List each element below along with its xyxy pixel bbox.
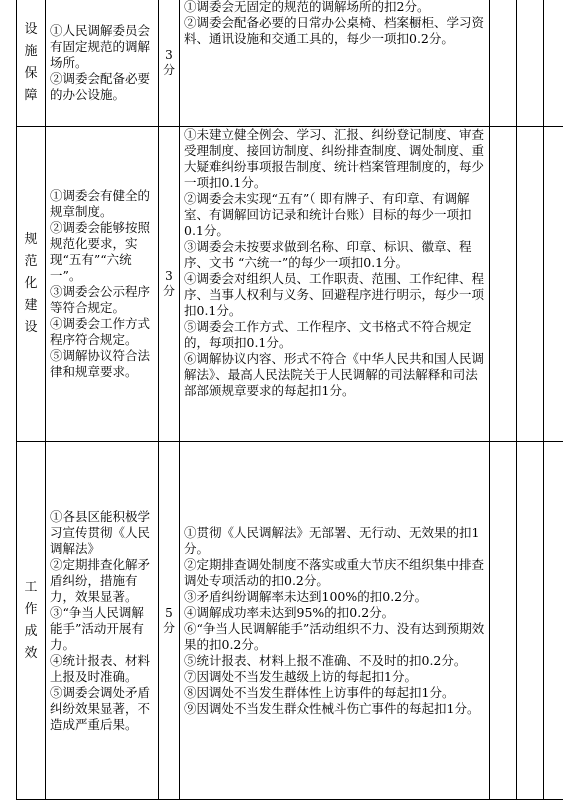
deduction-item: ①未建立健全例会、学习、汇报、纠纷登记制度、审查受理制度、接回访制度、纠纷排查制度、调处制度、重大疑难纠纷事项报告制度、统计档案管理制度的，每少一项扣0.1分。 (184, 127, 485, 190)
deduction-item: ①调委会无固定的规范的调解场所的扣2分。 (184, 0, 430, 14)
deductions-cell (180, 127, 490, 442)
deduction-item: ③调委会未按要求做到名称、印章、标识、徽章、程序、文书 “六统一”的每少一项扣0.1分。 (184, 239, 472, 270)
deduction-item: ②定期排查调处制度不落实或重大节庆不组织集中排查调处专项活动的扣0.2分。 (184, 556, 485, 588)
deduction-item: ⑨因调处不当发生群众性械斗伤亡事件的每起扣1分。 (184, 700, 480, 716)
category-cell (17, 0, 46, 127)
deductions-cell (180, 0, 490, 127)
requirement-item: ⑤调解协议符合法律和规章要求。 (50, 348, 151, 379)
requirements-cell (46, 127, 159, 442)
requirement-item: ③调委会公示程序等符合规定。 (50, 284, 151, 315)
table-row (17, 0, 563, 127)
deduction-item: ⑧因调处不当发生群体性上访事件的每起扣1分。 (184, 684, 455, 700)
empty-cell (490, 127, 517, 442)
score-cell (159, 0, 180, 127)
deduction-item: ⑥“争当人民调解能手”活动组织不力、没有达到预期效果的扣0.2分。 (184, 620, 485, 652)
empty-cell (490, 442, 517, 800)
score-value: 3 (165, 47, 173, 62)
score-unit: 分 (162, 284, 175, 298)
deduction-item: ①贯彻《人民调解法》无部署、无行动、无效果的扣1分。 (184, 524, 480, 556)
category-char: 工 (24, 579, 38, 595)
category-char: 范 (24, 254, 38, 269)
requirement-item: ④统计报表、材料上报及时准确。 (50, 652, 151, 684)
score-value: 3 (165, 269, 173, 283)
requirement-item: ①调委会有健全的规章制度。 (50, 188, 151, 219)
category-char: 设 (24, 320, 38, 335)
requirement-item: ③“争当人民调解能手”活动开展有力。 (50, 604, 144, 652)
category-char: 设 (24, 21, 38, 37)
deduction-item: ④调解成功率未达到95%的扣0.2分。 (184, 604, 395, 620)
table-row (17, 127, 563, 442)
category-char: 成 (24, 623, 38, 639)
category-char: 规 (24, 232, 38, 247)
requirements-cell (46, 0, 159, 127)
category-char: 障 (24, 87, 38, 103)
requirement-item: ①各县区能积极学习宣传贯彻《人民调解法》 (50, 508, 151, 556)
empty-cell (544, 442, 563, 800)
score-unit: 分 (162, 620, 175, 635)
deductions-cell (180, 442, 490, 800)
requirement-item: ②调委会配备必要的办公设施。 (50, 70, 151, 102)
deduction-item: ⑥调解协议内容、形式不符合《中华人民共和国人民调解法》、最高人民法院关于人民调解的司法解释和司法部部颁规章要求的每起扣1分。 (184, 351, 485, 398)
category-char: 施 (24, 43, 38, 59)
deduction-item: ⑦因调处不当发生越级上访的每起扣1分。 (184, 668, 417, 684)
table-row (17, 442, 563, 800)
empty-cell (517, 0, 544, 127)
score-unit: 分 (162, 62, 175, 77)
empty-cell (544, 0, 563, 127)
requirements-cell (46, 442, 159, 800)
empty-cell (490, 0, 517, 127)
assessment-table (16, 0, 563, 800)
requirement-item: ②定期排查化解矛盾纠纷，措施有力，效果显著。 (50, 556, 151, 604)
score-cell (159, 127, 180, 442)
deduction-item: ②调委会未实现“五有”（ 即有牌子、有印章、有调解室、有调解回访记录和统计台账）目标的每少一项扣0.1分。 (184, 191, 472, 238)
score-cell (159, 442, 180, 800)
requirement-item: ⑤调委会调处矛盾纠纷效果显著，不造成严重后果。 (50, 684, 151, 732)
empty-cell (517, 442, 544, 800)
category-char: 建 (24, 298, 38, 313)
category-char: 化 (24, 276, 38, 291)
deduction-item: ⑤调委会工作方式、工作程序、文书格式不符合规定的，每项扣0.1分。 (184, 319, 472, 350)
deduction-item: ⑤统计报表、材料上报不准确、不及时的扣0.2分。 (184, 652, 467, 668)
score-value: 5 (165, 605, 173, 620)
empty-cell (517, 127, 544, 442)
requirement-item: ②调委会能够按照规范化要求，实现“五有”“六统一”。 (50, 220, 151, 283)
deduction-item: ④调委会对组织人员、工作职责、范围、工作纪律、程序、当事人权利与义务、回避程序进行明示，每少一项扣0.1分。 (184, 271, 485, 318)
empty-cell (544, 127, 563, 442)
category-cell (17, 442, 46, 800)
deduction-item: ②调委会配备必要的日常办公桌椅、档案橱柜、学习资料、通讯设施和交通工具的，每少一项扣0.2分。 (184, 15, 485, 46)
requirement-item: ④调委会工作方式程序符合规定。 (50, 316, 151, 347)
requirement-item: ①人民调解委员会有固定规范的调解场所。 (50, 22, 151, 70)
category-char: 作 (24, 601, 38, 617)
category-char: 保 (24, 65, 38, 81)
category-cell (17, 127, 46, 442)
deduction-item: ③矛盾纠纷调解率未达到100%的扣0.2分。 (184, 588, 428, 604)
category-char: 效 (24, 645, 38, 661)
